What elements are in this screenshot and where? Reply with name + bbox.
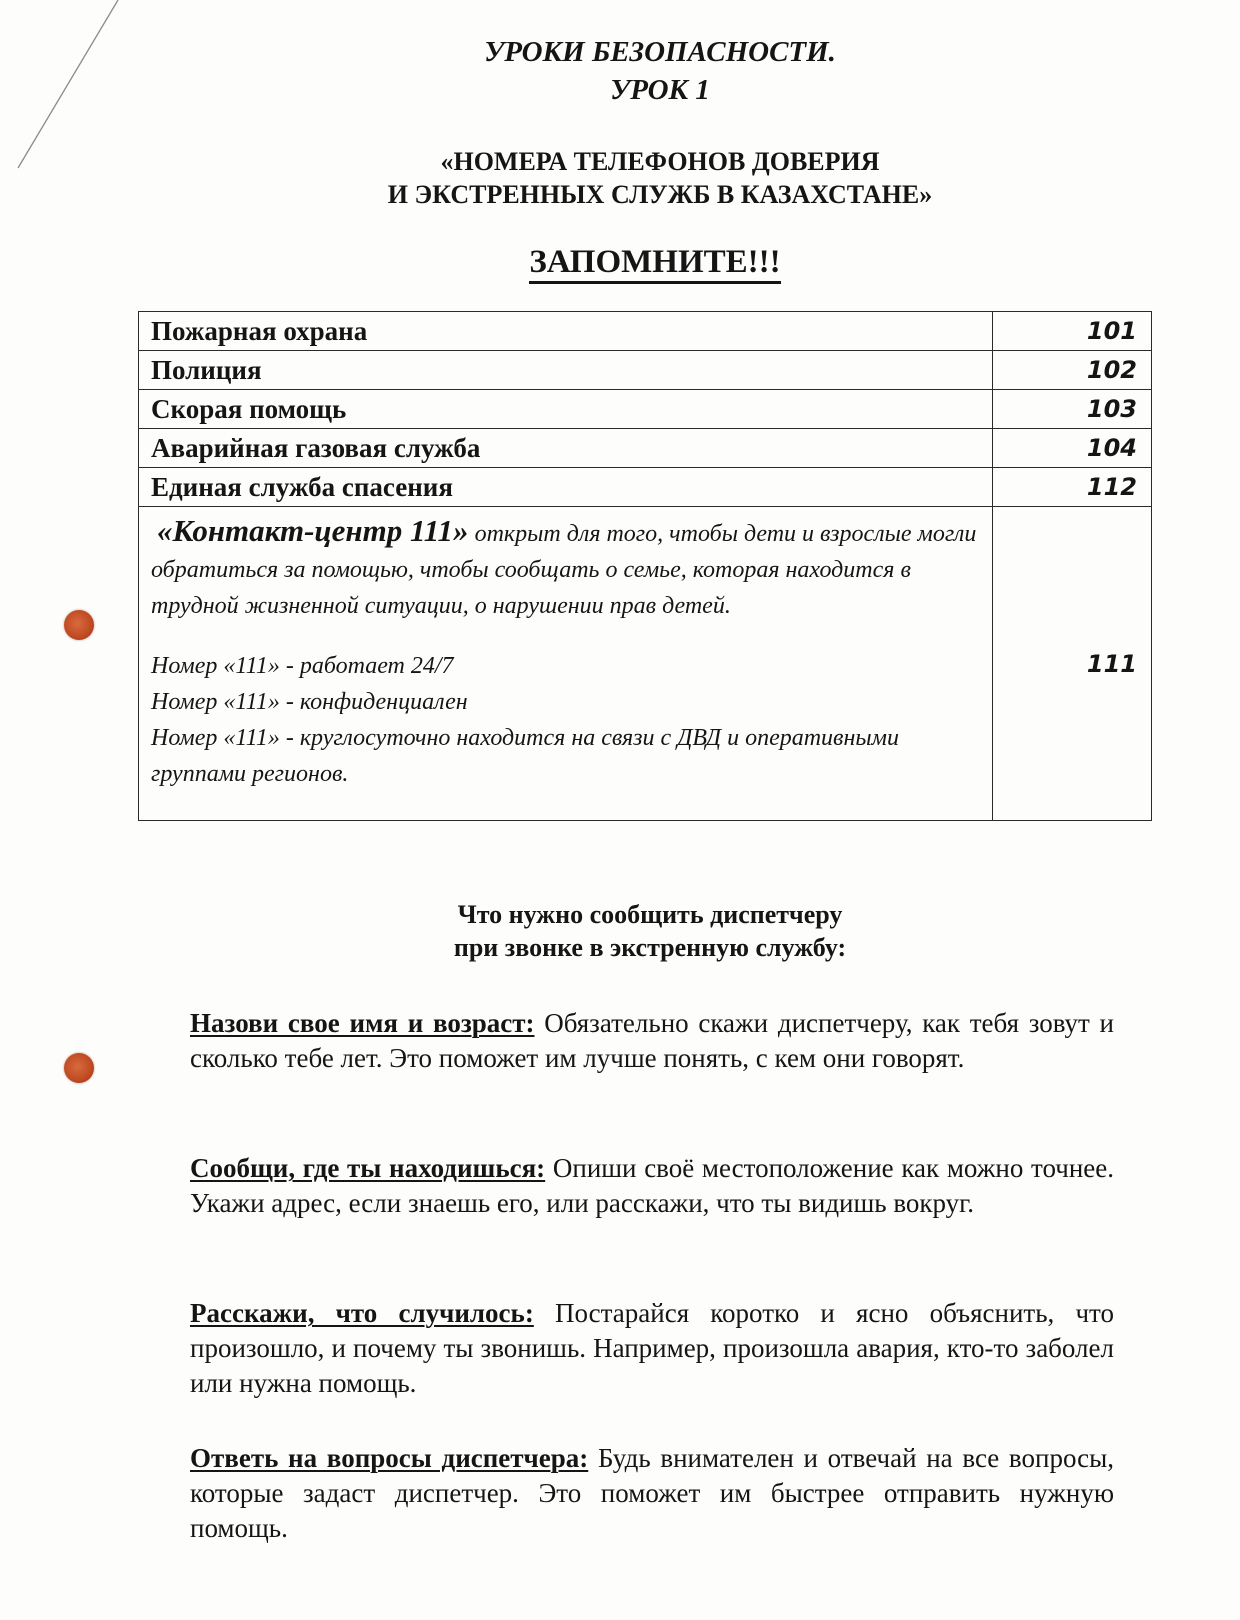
tip-text: Опиши своё местоположение как можно точнее. Укажи адрес, если знаешь его, или расскажи, что ты видишь вокруг. [190,1153,1115,1218]
remember-text: ЗАПОМНИТЕ!!! [529,244,780,284]
contact-center-fact: Номер «111» - круглосуточно находится на связи с ДВД и оперативными группами регионов. [151,725,899,787]
dispatcher-tip [190,1151,1114,1221]
document-subtitle-line2: И ЭКСТРЕННЫХ СЛУЖБ В КАЗАХСТАНЕ» [387,180,933,209]
tip-label: Назови свое имя и возраст: [190,1008,535,1038]
contact-center-number: 111 [993,507,1152,821]
contact-center-intro [151,513,980,624]
punch-hole-mark [64,610,94,640]
contact-center-name: «Контакт-центр 111» [157,513,469,548]
tip-label: Расскажи, что случилось: [190,1298,534,1328]
tip-text: Будь внимателен и отвечай на все вопросы, которые задаст диспетчер. Это поможет им быстрее отправить нужную помощь. [190,1443,1114,1543]
emergency-phones-table [138,311,1152,821]
dispatcher-tip [190,1296,1114,1401]
service-number: 103 [993,390,1152,429]
service-name: Аварийная газовая служба [139,429,993,468]
contact-center-fact: Номер «111» - конфиденциален [151,689,468,715]
tip-label: Сообщи, где ты находишься: [190,1153,546,1183]
service-number: 112 [993,468,1152,507]
contact-center-text: открыт для того, чтобы дети и взрослые могли обратиться за помощью, чтобы сообщать о семье, которая находится в трудной жизненной ситуации, о нарушении прав детей. [151,521,977,619]
document-subtitle-line1: «НОМЕРА ТЕЛЕФОНОВ ДОВЕРИЯ [440,147,880,176]
document-title: УРОКИ БЕЗОПАСНОСТИ. [484,36,836,68]
table-row [139,468,1152,507]
service-number: 104 [993,429,1152,468]
lesson-number: УРОК 1 [610,74,710,106]
service-number: 101 [993,312,1152,351]
table-row [139,351,1152,390]
table-row-contact-center [139,507,1152,821]
table-row [139,390,1152,429]
punch-hole-mark [64,1053,94,1083]
dispatcher-heading-line2: при звонке в экстренную службу: [453,933,847,962]
service-name: Скорая помощь [139,390,993,429]
tip-text: Постарайся коротко и ясно объяснить, что произошло, и почему ты звонишь. Например, произошла авария, кто-то заболел или нужна помощь. [190,1298,1114,1398]
contact-center-fact: Номер «111» - работает 24/7 [151,653,454,679]
remember-heading [0,242,1240,282]
service-name: Полиция [139,351,993,390]
dispatcher-heading-line1: Что нужно сообщить диспетчеру [457,900,843,929]
service-name: Пожарная охрана [139,312,993,351]
dispatcher-tip [190,1006,1114,1076]
table-row [139,429,1152,468]
contact-center-description [139,507,993,821]
tip-label: Ответь на вопросы диспетчера: [190,1443,589,1473]
dispatcher-tip [190,1441,1114,1546]
tip-text: Обязательно скажи диспетчеру, как тебя зовут и сколько тебе лет. Это поможет им лучше понять, с кем они говорят. [190,1008,1114,1073]
service-name: Единая служба спасения [139,468,993,507]
table-row [139,312,1152,351]
service-number: 102 [993,351,1152,390]
